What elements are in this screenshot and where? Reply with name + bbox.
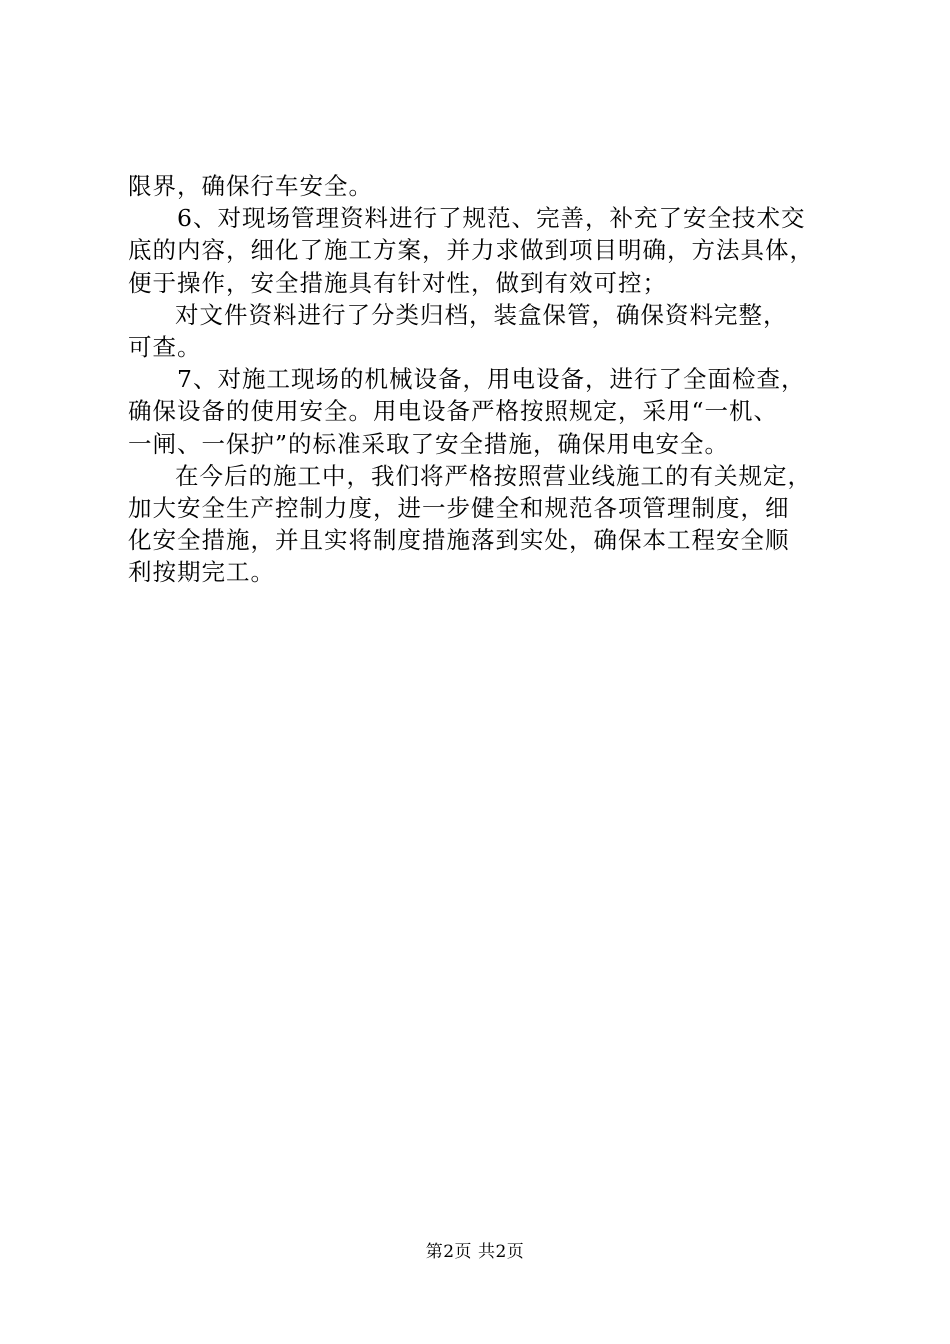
text-line: 确保设备的使用安全。用电设备严格按照规定，采用“一机、 [128,397,779,426]
text-line: 便于操作，安全措施具有针对性，做到有效可控； [128,268,667,297]
text-line: 一闸、一保护”的标准采取了安全措施，确保用电安全。 [128,429,730,458]
text-line: 化安全措施，并且实将制度措施落到实处，确保本工程安全顺 [128,526,790,555]
text-line: 限界，确保行车安全。 [128,172,373,200]
text-line: 对文件资料进行了分类归档，装盒保管，确保资料完整， [175,300,788,329]
text-line: 7、对施工现场的机械设备，用电设备，进行了全面检查， [177,365,806,394]
page-footer: 第2页 共2页 [425,1242,525,1262]
text-line: 加大安全生产控制力度，进一步健全和规范各项管理制度，细 [128,493,790,522]
text-line: 可查。 [128,332,202,361]
text-line: 利按期完工。 [128,558,275,587]
text-line: 6、对现场管理资料进行了规范、完善，补充了安全技术交 [177,204,806,233]
text-line: 底的内容，细化了施工方案，并力求做到项目明确，方法具体， [128,236,814,265]
document-body [128,170,840,588]
text-line: 在今后的施工中，我们将严格按照营业线施工的有关规定， [175,461,812,490]
